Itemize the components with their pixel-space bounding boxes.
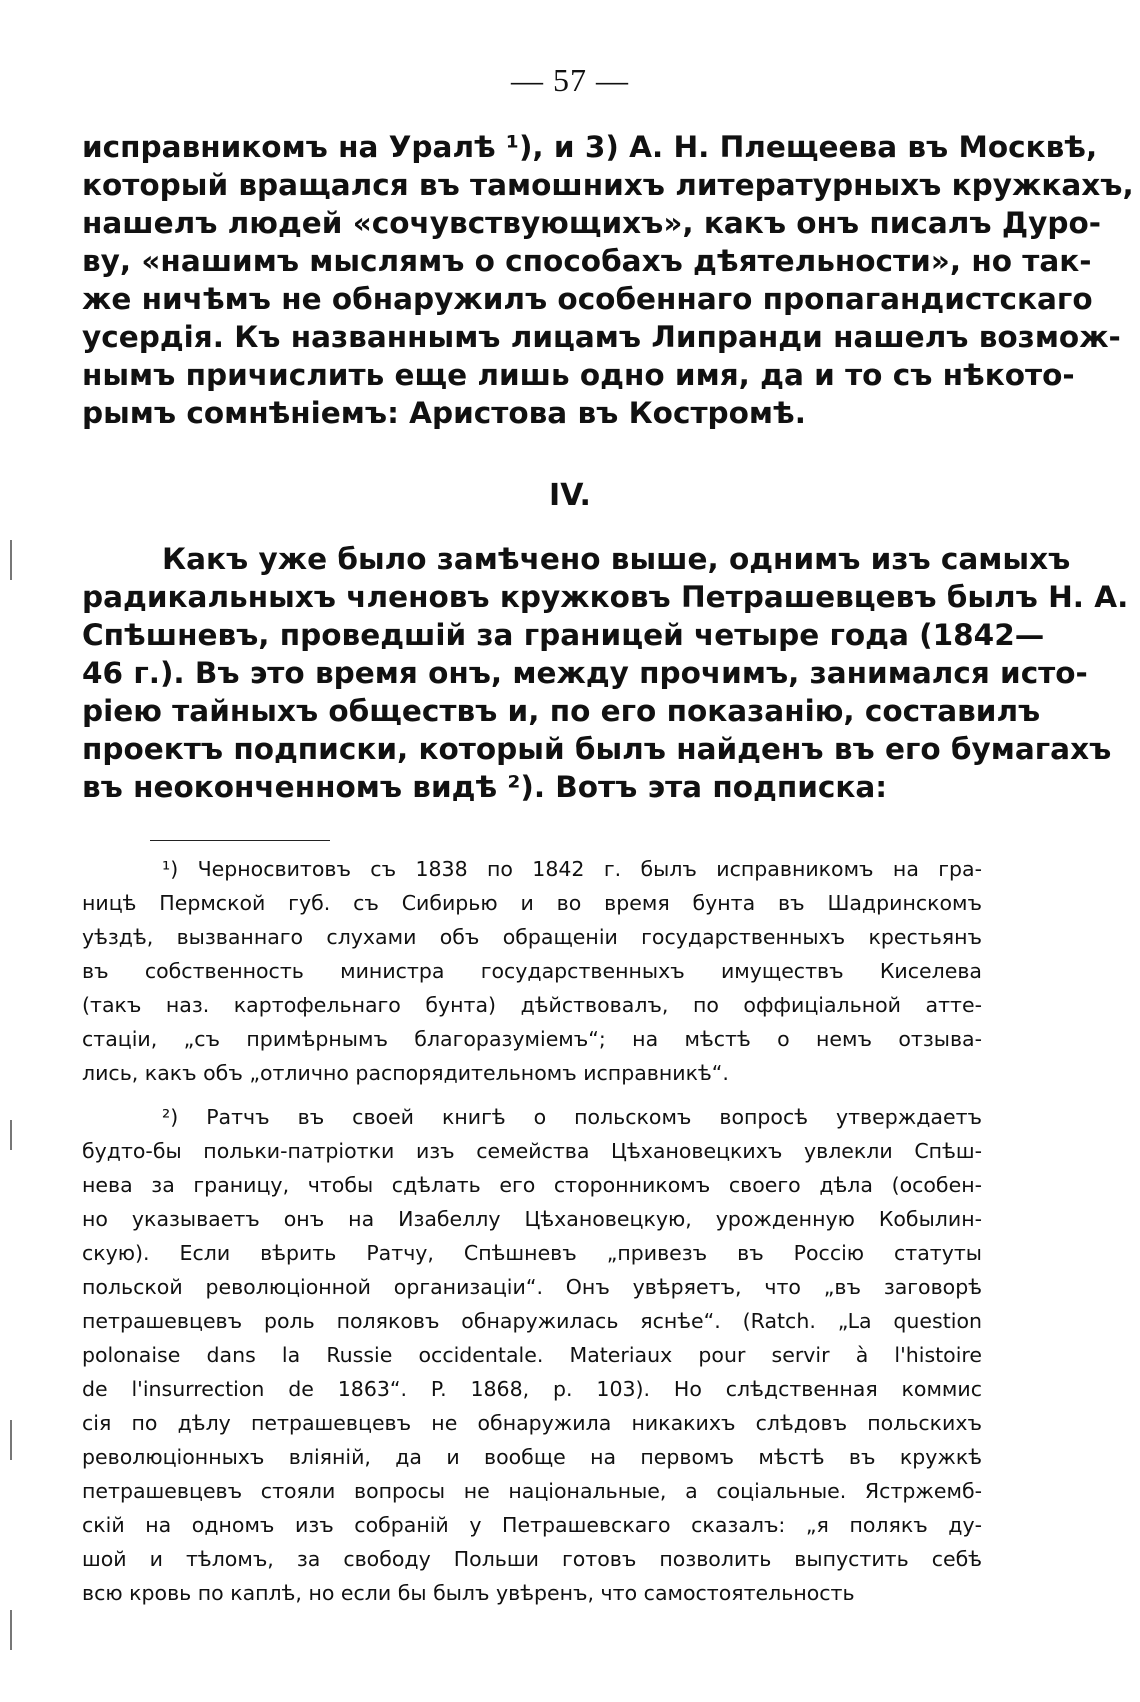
footnote-line: скую). Если вѣрить Ратчу, Спѣшневъ „привезъ въ Россію статуты xyxy=(82,1241,982,1265)
page-number: — 57 — xyxy=(511,62,629,98)
footnote-line: всю кровь по каплѣ, но если бы былъ увѣренъ, что самостоятельность xyxy=(82,1581,855,1605)
footnote-line: лись, какъ объ „отлично распорядительномъ исправникѣ“. xyxy=(82,1061,729,1085)
footnote-line: скій на одномъ изъ собраній у Петрашевскаго сказалъ: „я полякъ ду- xyxy=(82,1513,982,1537)
footnote-line: но указываетъ онъ на Изабеллу Цѣхановецкую, урожденную Кобылин- xyxy=(82,1207,982,1231)
footnote-line: polonaise dans la Russie occidentale. Materiaux pour servir à l'histoire xyxy=(82,1343,982,1367)
footnote-line: стаціи, „съ примѣрнымъ благоразуміемъ“; на мѣстѣ о немъ отзыва- xyxy=(82,1027,982,1051)
footnotes xyxy=(82,852,982,1610)
scan-edge-mark xyxy=(10,1120,12,1150)
paragraph-1 xyxy=(82,128,1134,432)
scan-edge-mark xyxy=(10,540,12,580)
footnote-line: de l'insurrection de 1863“. P. 1868, p. 103). Но слѣдственная коммис xyxy=(82,1377,982,1401)
footnote-line: шой и тѣломъ, за свободу Польши готовъ позволить выпустить себѣ xyxy=(82,1547,982,1571)
text-line: нашелъ людей «сочувствующихъ», какъ онъ писалъ Дуро- xyxy=(82,206,1101,240)
footnote-line: ²) Ратчъ въ своей книгѣ о польскомъ вопросѣ утверждаетъ xyxy=(162,1105,982,1129)
text-line: ву, «нашимъ мыслямъ о способахъ дѣятельности», но так- xyxy=(82,244,1092,278)
footnote-separator xyxy=(150,840,330,841)
footnote-line: петрашевцевъ стояли вопросы не національные, а соціальные. Ястржемб- xyxy=(82,1479,982,1503)
text-line: проектъ подписки, который былъ найденъ въ его бумагахъ xyxy=(82,732,1112,766)
text-line: который вращался въ тамошнихъ литературныхъ кружкахъ, xyxy=(82,168,1134,202)
scan-edge-mark xyxy=(10,1610,12,1650)
footnote-line: польской революціонной организаціи“. Онъ увѣряетъ, что „въ заговорѣ xyxy=(82,1275,982,1299)
scan-edge-mark xyxy=(10,1420,12,1460)
footnote-line: ницѣ Пермской губ. съ Сибирью и во время бунта въ Шадринскомъ xyxy=(82,891,982,915)
text-line: 46 г.). Въ это время онъ, между прочимъ, занимался исто- xyxy=(82,656,1088,690)
paragraph-2 xyxy=(82,540,1129,806)
text-line: въ неоконченномъ видѣ ²). Вотъ эта подписка: xyxy=(82,770,888,804)
footnote-line: уѣздѣ, вызваннаго слухами объ обращеніи государственныхъ крестьянъ xyxy=(82,925,982,949)
footnote-line: сія по дѣлу петрашевцевъ не обнаружила никакихъ слѣдовъ польскихъ xyxy=(82,1411,982,1435)
text-line: нымъ причислить еще лишь одно имя, да и то съ нѣкото- xyxy=(82,358,1075,392)
text-line: радикальныхъ членовъ кружковъ Петрашевцевъ былъ Н. А. xyxy=(82,580,1129,614)
footnote-line: революціонныхъ вліяній, да и вообще на первомъ мѣстѣ въ кружкѣ xyxy=(82,1445,982,1469)
text-line: исправникомъ на Уралѣ ¹), и 3) А. Н. Плещеева въ Москвѣ, xyxy=(82,130,1098,164)
footnote-line: въ собственность министра государственныхъ имуществъ Киселева xyxy=(82,959,982,983)
text-line: усердія. Къ названнымъ лицамъ Липранди нашелъ возмож- xyxy=(82,320,1121,354)
text-line: Какъ уже было замѣчено выше, однимъ изъ самыхъ xyxy=(162,542,1071,576)
footnote-line: будто-бы польки-патріотки изъ семейства Цѣхановецкихъ увлекли Спѣш- xyxy=(82,1139,982,1163)
footnote-line: нева за границу, чтобы сдѣлать его сторонникомъ своего дѣла (особен- xyxy=(82,1173,982,1197)
text-line: же ничѣмъ не обнаружилъ особеннаго пропагандистскаго xyxy=(82,282,1093,316)
footnote-line: ¹) Черносвитовъ съ 1838 по 1842 г. былъ исправникомъ на гра- xyxy=(162,857,982,881)
footnote-line: петрашевцевъ роль поляковъ обнаружилась яснѣе“. (Ratch. „La question xyxy=(82,1309,982,1333)
footnote-2 xyxy=(82,1100,982,1610)
footnote-1 xyxy=(82,852,982,1090)
text-line: ріею тайныхъ обществъ и, по его показанію, составилъ xyxy=(82,694,1041,728)
text-line: рымъ сомнѣніемъ: Аристова въ Костромѣ. xyxy=(82,396,806,430)
section-heading: IV. xyxy=(549,478,591,513)
text-line: Спѣшневъ, проведшій за границей четыре года (1842— xyxy=(82,618,1045,652)
footnote-line: (такъ наз. картофельнаго бунта) дѣйствовалъ, по оффиціальной атте- xyxy=(82,993,982,1017)
